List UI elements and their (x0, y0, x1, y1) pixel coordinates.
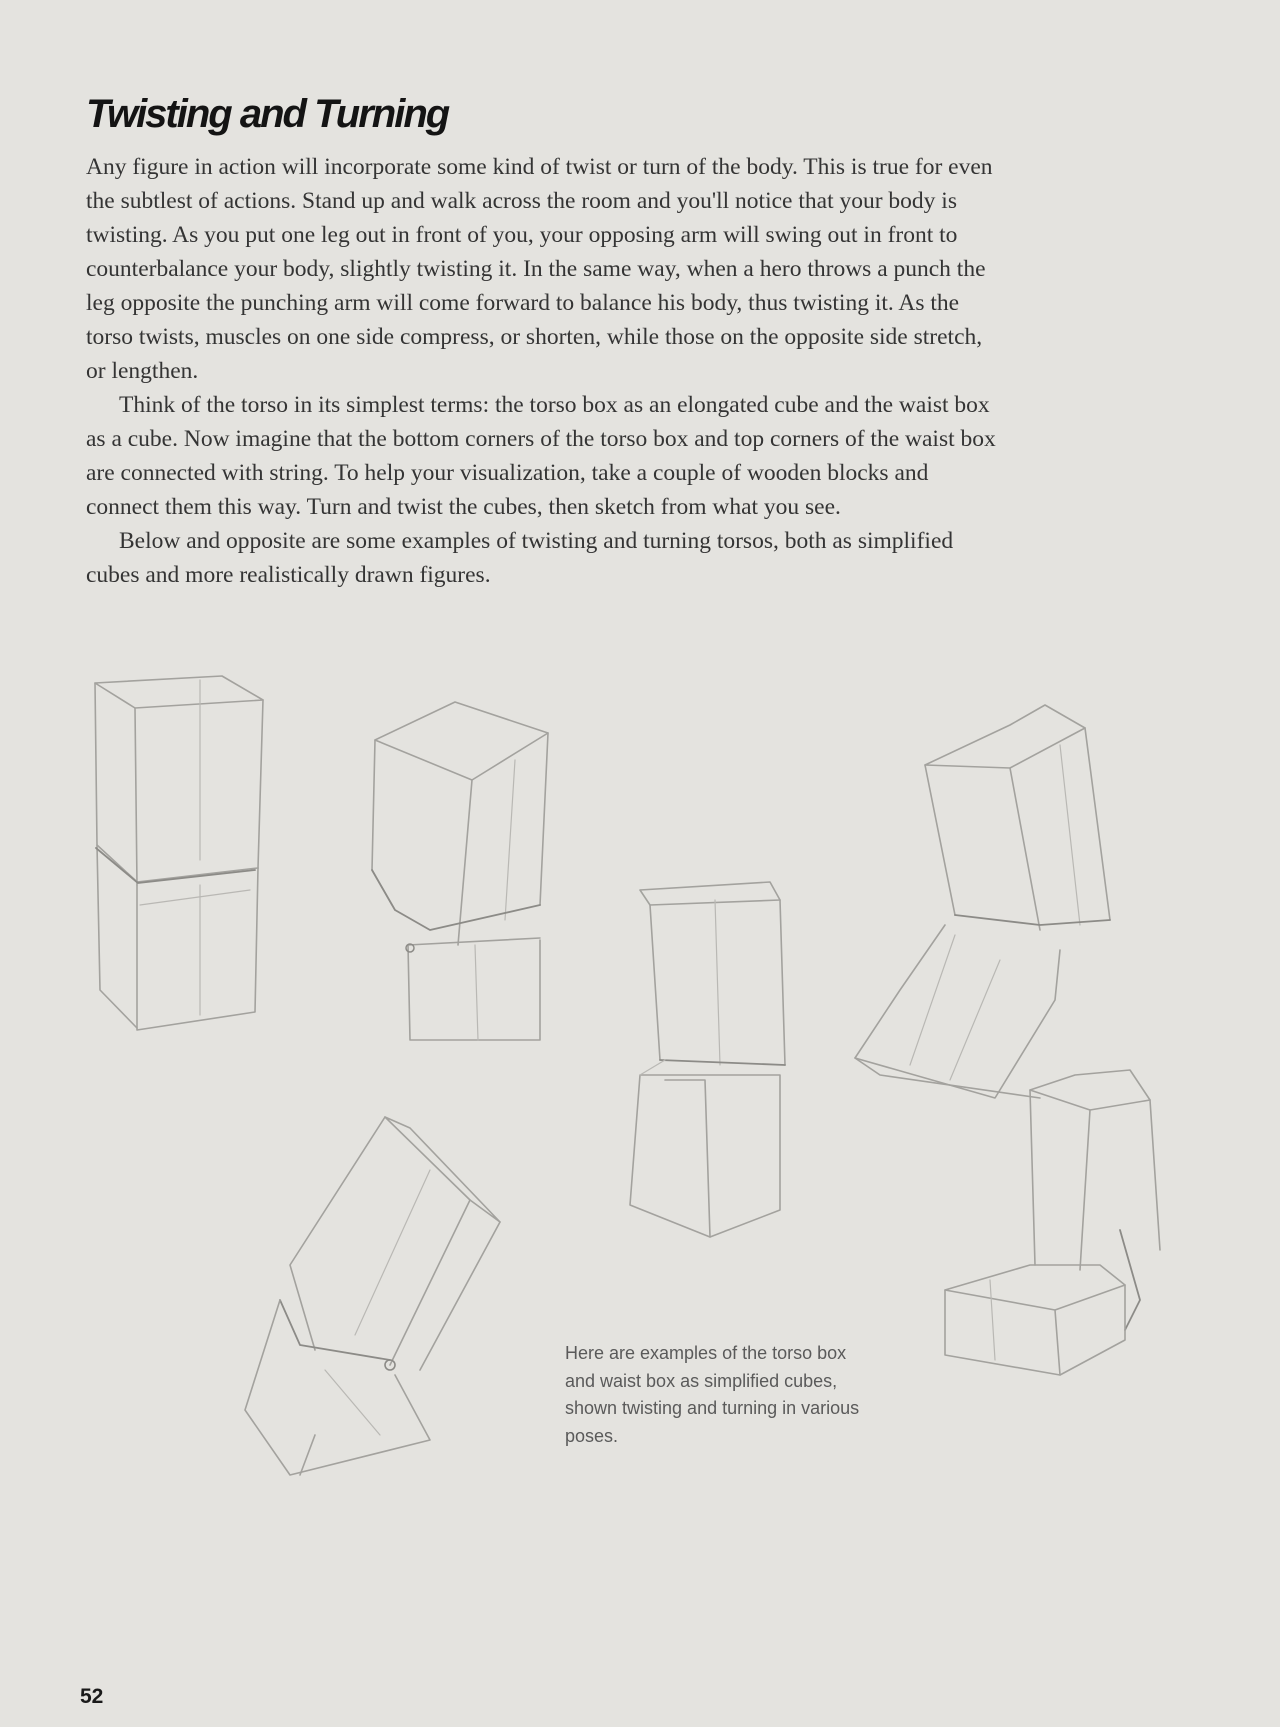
paragraph-3: Below and opposite are some examples of twisting and turning torsos, both as simplified cubes and more realistically drawn figures. (86, 528, 954, 588)
sketch-tipped-boxes (245, 1117, 500, 1475)
figure-caption: Here are examples of the torso box and waist box as simplified cubes, shown twisting and turning in various poses. (565, 1343, 860, 1446)
sketch-bent-forward (945, 1070, 1160, 1375)
sketch-center-boxes (630, 882, 785, 1237)
sketch-upright-boxes (95, 676, 263, 1030)
sketch-strong-twist (855, 705, 1110, 1098)
page-number: 52 (80, 1685, 104, 1708)
sketch-slight-twist (372, 702, 548, 1040)
paragraph-1: Any figure in action will incorporate some kind of twist or turn of the body. This is true for even the subtlest of actions. Stand up and walk across the room and you'll notice that your body is twisting. As you put one leg out in front of you, your opposing arm will swing out in front to counterbalance your body, slightly twisting it. In the same way, when a hero throws a punch the leg opposite the punching arm will come forward to balance his body, thus twisting it. As the torso twists, muscles on one side compress, or shorten, while those on the opposite side stretch, or lengthen. (86, 154, 993, 384)
paragraph-2: Think of the torso in its simplest terms: the torso box as an elongated cube and the waist box as a cube. Now imagine that the bottom corners of the torso box and top corners of the waist box are connected with string. To help your visualization, take a couple of wooden blocks and connect them this way. Turn and twist the cubes, then sketch from what you see. (86, 392, 996, 520)
page-title: Twisting and Turning (86, 92, 449, 136)
